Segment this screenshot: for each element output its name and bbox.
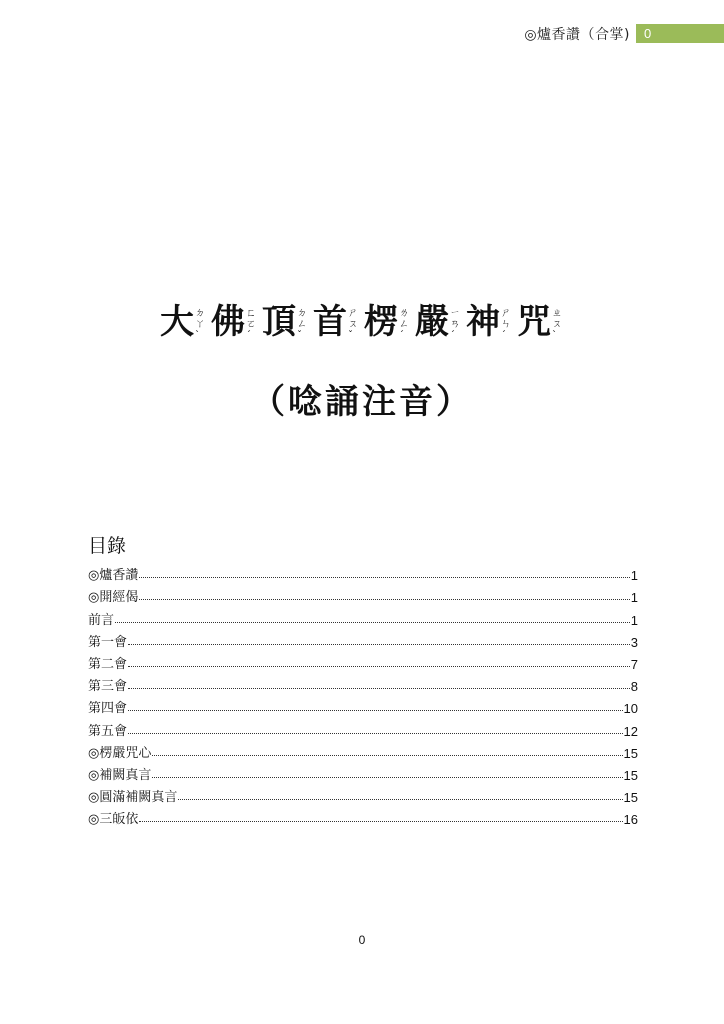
toc-entry[interactable] (88, 672, 638, 694)
page-header (524, 24, 724, 43)
title-glyph: 佛 (211, 302, 245, 342)
title-char (313, 298, 360, 346)
toc-entry[interactable] (88, 561, 638, 583)
toc-entry-page: 8 (630, 679, 638, 695)
sub-title: （唸誦注音） (251, 382, 473, 422)
title-char (262, 298, 309, 346)
title-zhuyin: ㄕㄡˇ (348, 308, 358, 341)
header-page-badge: 0 (636, 24, 724, 43)
table-of-contents (88, 534, 638, 827)
title-char (211, 298, 258, 346)
title-zhuyin: ㄌㄥˊ (399, 308, 409, 341)
toc-entry-label: 前言 (88, 612, 115, 628)
title-char (160, 298, 207, 346)
title-zhuyin: ㄉㄥˇ (297, 308, 307, 341)
title-char (466, 298, 513, 346)
toc-entry[interactable] (88, 628, 638, 650)
toc-leader-dots (139, 820, 622, 822)
toc-entry-page: 15 (623, 745, 638, 761)
toc-entry[interactable] (88, 694, 638, 716)
toc-entry-label: 第一會 (88, 634, 128, 650)
main-title (0, 298, 724, 346)
toc-entry-label: ◎爐香讚 (88, 568, 139, 584)
toc-entry-page: 12 (623, 723, 638, 739)
toc-entry-page: 1 (630, 590, 638, 606)
toc-entry[interactable] (88, 716, 638, 738)
toc-entry-label: 第二會 (88, 656, 128, 672)
toc-entry-page: 15 (623, 790, 638, 806)
toc-leader-dots (128, 665, 630, 667)
toc-entry-page: 10 (623, 701, 638, 717)
title-glyph: 楞 (364, 302, 398, 342)
toc-entry[interactable] (88, 805, 638, 827)
toc-heading: 目錄 (88, 535, 127, 557)
title-zhuyin: ㄧㄢˊ (450, 308, 460, 341)
toc-leader-dots (128, 687, 630, 689)
toc-leader-dots (128, 732, 623, 734)
title-glyph: 嚴 (415, 302, 449, 342)
toc-leader-dots (128, 709, 623, 711)
title-zhuyin: ㄉㄚˋ (195, 308, 205, 341)
title-char (517, 298, 564, 346)
toc-entry-label: 第五會 (88, 723, 128, 739)
toc-entry[interactable] (88, 783, 638, 805)
toc-leader-dots (128, 643, 630, 645)
title-zhuyin: ㄈㄛˊ (246, 308, 256, 341)
toc-leader-dots (139, 576, 629, 578)
toc-entry-page: 3 (630, 634, 638, 650)
toc-entry[interactable] (88, 761, 638, 783)
toc-entry-page: 7 (630, 656, 638, 672)
toc-entry-page: 1 (630, 612, 638, 628)
toc-leader-dots (178, 798, 622, 800)
page-number: 0 (358, 933, 366, 947)
toc-entry-label: ◎補闕真言 (88, 767, 152, 783)
title-glyph: 神 (466, 302, 500, 342)
toc-entry-label: ◎開經偈 (88, 590, 139, 606)
toc-entry[interactable] (88, 583, 638, 605)
toc-entry-label: 第四會 (88, 701, 128, 717)
title-char (415, 298, 462, 346)
toc-entry-label: ◎圓滿補闕真言 (88, 790, 178, 806)
toc-entry[interactable] (88, 605, 638, 627)
title-glyph: 大 (160, 302, 194, 342)
title-zhuyin: ㄓㄡˋ (552, 308, 562, 341)
toc-entry-page: 16 (623, 812, 638, 828)
title-zhuyin: ㄕㄣˊ (501, 308, 511, 341)
title-glyph: 頂 (262, 302, 296, 342)
toc-entry-page: 1 (630, 568, 638, 584)
toc-entry[interactable] (88, 739, 638, 761)
title-glyph: 首 (313, 302, 347, 342)
toc-entry[interactable] (88, 650, 638, 672)
title-char (364, 298, 411, 346)
toc-leader-dots (152, 754, 622, 756)
toc-entry-label: ◎楞嚴咒心 (88, 745, 152, 761)
toc-entry-page: 15 (623, 767, 638, 783)
toc-entry-label: 第三會 (88, 679, 128, 695)
toc-list (88, 561, 638, 827)
toc-leader-dots (115, 621, 630, 623)
toc-leader-dots (139, 598, 629, 600)
toc-entry-label: ◎三皈依 (88, 812, 139, 828)
title-glyph: 咒 (517, 302, 551, 342)
toc-leader-dots (152, 776, 622, 778)
header-section-title: ◎爐香讚（合掌) (524, 26, 630, 43)
